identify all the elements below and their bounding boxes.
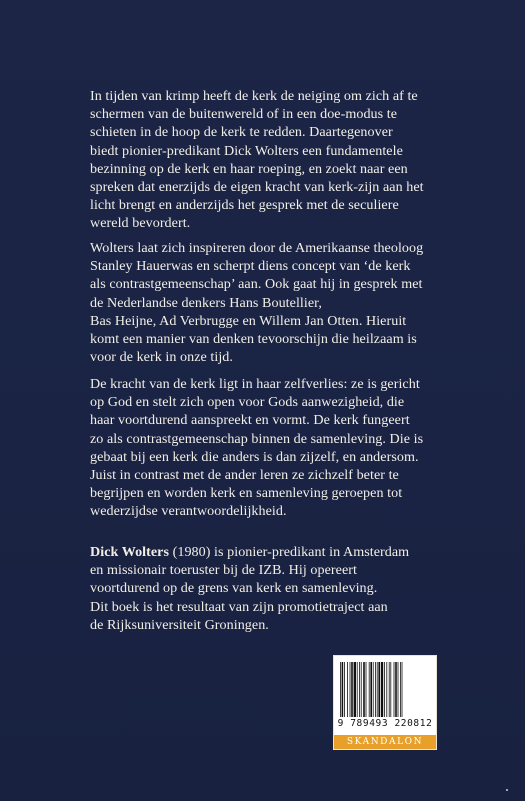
barcode-bar [377,662,378,717]
barcode-bar [359,662,360,717]
author-name: Dick Wolters [90,544,170,560]
text-line: schieten in de hoop de kerk te redden. Daartegenover [90,124,393,141]
barcode-bar [366,662,367,717]
barcode-bar [381,662,383,717]
barcode-bars [339,662,431,717]
barcode-bar [384,662,385,717]
text-line: Dit boek is het resultaat van zijn promotietraject aan [90,598,388,615]
text-line: wereld bevordert. [90,215,191,232]
barcode-bar [375,662,376,717]
text-line: spreken dat enerzijds de eigen kracht van kerk-zijn aan het [90,179,424,196]
text-line: Wolters laat zich inspireren door de Amerikaanse theoloog [90,240,424,256]
barcode-bar [369,662,370,717]
text-line: komt een manier van denken tevoorschijn die heilzaam is [90,331,417,348]
barcode-bar [342,662,344,717]
isbn-digits: 9 789493 220812 [337,718,433,729]
text-line: wederzijdse verantwoordelijkheid. [90,503,287,520]
text-line: bezinning op de kerk en haar roeping, en zoekt naar een [90,160,408,177]
text-line: en missionair toeruster bij de IZB. Hij opereert [90,562,357,579]
barcode-bar [389,662,390,717]
text-line: (1980) is pionier-predikant in Amsterdam [169,544,410,560]
barcode-bar [357,662,358,717]
text-line: biedt pionier-predikant Dick Wolters een fundamentele [90,142,403,159]
text-line: In tijden van krimp heeft de kerk de neiging om zich af te [90,88,418,104]
barcode-bar [350,662,351,717]
barcode-bar [363,662,365,717]
barcode-bar [402,662,403,717]
barcode-bar [400,662,401,717]
text-line: op God en stelt zich open voor Gods aanwezigheid, die [90,394,405,411]
blurb-paragraph-3 [90,375,440,521]
text-line: voortdurend op de grens van kerk en samenleving. [90,580,378,597]
text-line: Juist in contrast met de ander leren ze zichzelf beter te [90,467,399,484]
text-line: begrijpen en worden kerk en samenleving geroepen tot [90,485,403,502]
barcode-bar [370,662,372,717]
author-bio-first-line [90,543,440,561]
isbn-barcode [333,655,437,750]
text-line: voor de kerk in onze tijd. [90,349,233,366]
barcode-bar [354,662,356,717]
barcode-bar [378,662,380,717]
corner-mark [506,789,508,791]
barcode-bar [390,662,391,717]
text-line: haar voortdurend aanspreekt en vormt. De kerk fungeert [90,412,410,429]
text-line: licht brengt en anderzijds het gesprek met de seculiere [90,197,399,214]
text-line: schermen van de buitenwereld of in een doe-modus te [90,106,398,123]
barcode-bar [344,662,345,717]
barcode-bar [373,662,374,717]
text-line: De kracht van de kerk ligt in haar zelfverlies: ze is gericht [90,376,420,392]
barcode-bar [394,662,395,717]
text-line: als contrastgemeenschap’ aan. Ook gaat hij in gesprek met [90,276,423,293]
blurb-paragraph-2 [90,239,440,366]
text-line: Stanley Hauerwas en scherpt diens concept van ‘de kerk [90,258,411,275]
text-line: de Rijksuniversiteit Groningen. [90,616,269,633]
barcode-bar [351,662,353,717]
author-bio [90,543,440,634]
barcode-bar [347,662,348,717]
barcode-bar [386,662,387,717]
text-line: de Nederlandse denkers Hans Boutellier, [90,294,322,311]
barcode-bar [361,662,362,717]
barcode-bar [340,662,341,717]
text-line: Bas Heijne, Ad Verbrugge en Willem Jan Otten. Hieruit [90,312,407,329]
barcode-bar [398,662,399,717]
text-line: gebaat bij een kerk die anders is dan zijzelf, en andersom. [90,448,419,465]
blurb-paragraph-1 [90,87,440,233]
text-line: zo als contrastgemeenschap binnen de samenleving. Die is [90,430,424,447]
publisher-logo: SKANDALON [334,735,436,749]
barcode-bar [395,662,397,717]
